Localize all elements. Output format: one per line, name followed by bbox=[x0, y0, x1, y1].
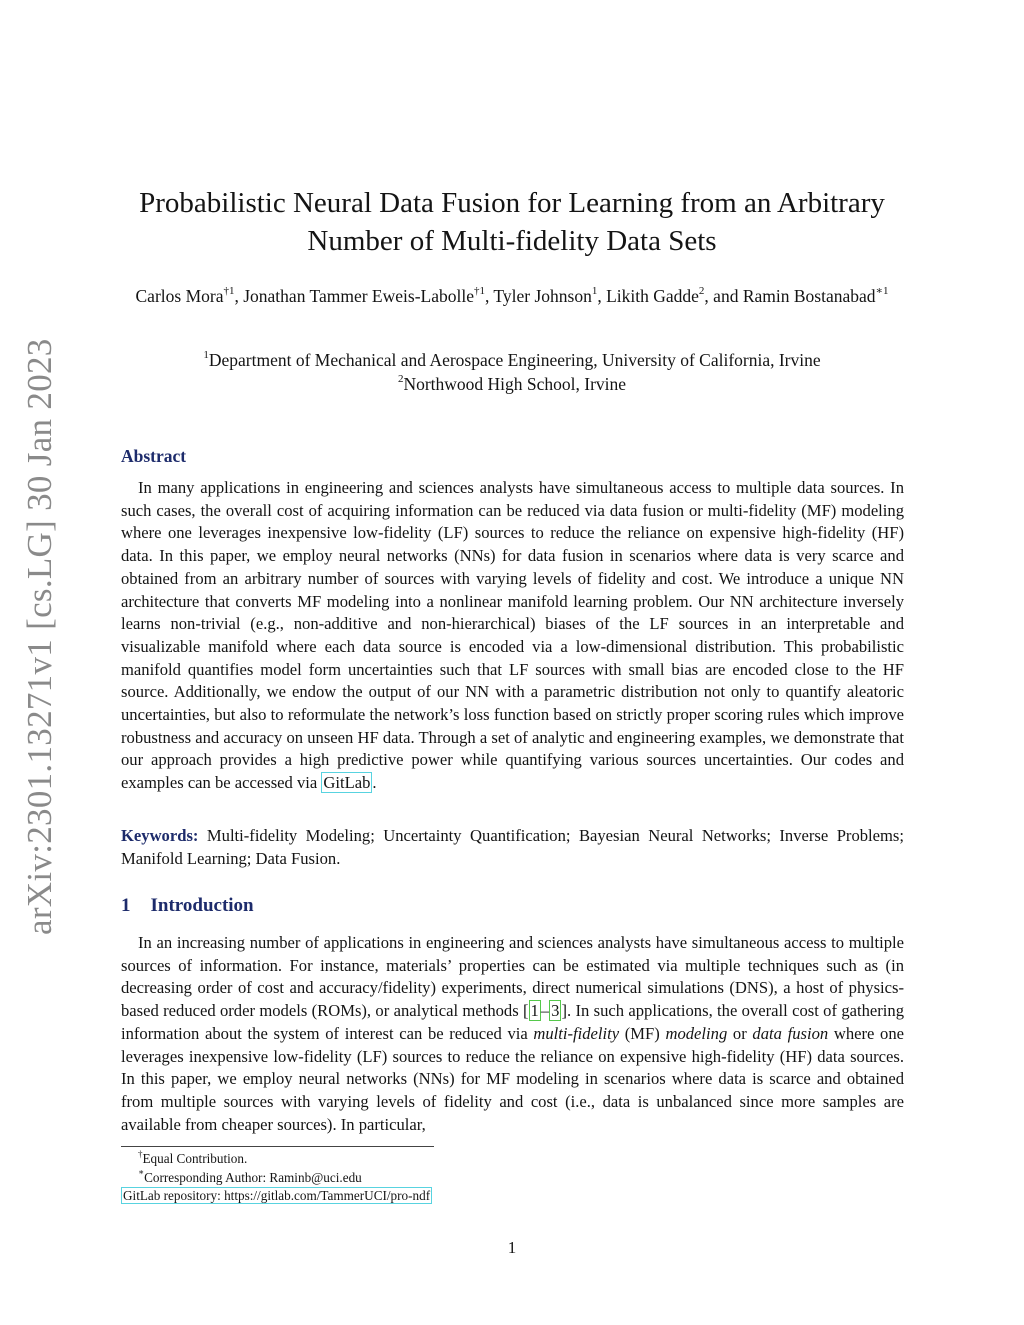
footnote-corresponding-author: ∗Corresponding Author: Raminb@uci.edu bbox=[138, 1167, 362, 1185]
gitlab-repository-link[interactable]: GitLab repository: https://gitlab.com/TammerUCI/pro-ndf bbox=[123, 1188, 431, 1203]
title-line-2: Number of Multi-fidelity Data Sets bbox=[307, 225, 717, 257]
abstract-heading: Abstract bbox=[121, 446, 187, 466]
paper-title bbox=[100, 184, 924, 260]
citation-link[interactable]: 3 bbox=[551, 1001, 560, 1021]
keywords-text: Multi-fidelity Modeling; Uncertainty Quantification; Bayesian Neural Networks; Inverse Problems; Manifold Learning; Data Fusion. bbox=[121, 826, 904, 868]
section-title: Introduction bbox=[150, 895, 254, 916]
title-line-1: Probabilistic Neural Data Fusion for Learning from an Arbitrary bbox=[139, 187, 885, 219]
author-affiliation-mark: 2 bbox=[698, 285, 705, 298]
arxiv-identifier-stamp: arXiv:2301.13271v1 [cs.LG] 30 Jan 2023 bbox=[20, 338, 59, 935]
footnotes bbox=[121, 1150, 721, 1206]
author-name: , Likith Gadde bbox=[597, 286, 699, 306]
affiliation-1: $^1$Department of Mechanical and Aerospace Engineering, University of California, Irvine bbox=[203, 349, 821, 370]
section-heading-introduction bbox=[121, 895, 254, 917]
keywords bbox=[121, 825, 904, 870]
section-number: 1 bbox=[121, 895, 131, 916]
footnote-equal-contribution: †Equal Contribution. bbox=[138, 1148, 248, 1166]
affiliation-2: $^2$Northwood High School, Irvine bbox=[397, 373, 627, 394]
author-name: , and Ramin Bostanabad bbox=[704, 286, 876, 306]
author-name: , Tyler Johnson bbox=[484, 286, 592, 306]
author-name: Carlos Mora bbox=[135, 286, 224, 306]
author-affiliation-mark: 1 bbox=[591, 285, 598, 298]
author-list bbox=[110, 284, 914, 308]
footnote-gitlab-repository bbox=[121, 1187, 721, 1206]
abstract-text: In many applications in engineering and sciences analysts have simultaneous access to multiple data sources. In such cases, the overall cost of acquiring information can be reduced via data fusion or multi-fidelity (MF) modeling where one leverages inexpensive low-fidelity (LF) sources to reduce the reliance on expensive high-fidelity (HF) data. In this paper, we employ neural networks (NNs) for data fusion in scenarios where data is very scarce and obtained from an arbitrary number of sources with varying levels of fidelity and cost. We introduce a unique NN architecture that converts MF modeling into a nonlinear manifold learning problem. Our NN architecture inversely learns non-trivial (e.g., non-additive and non-hierarchical) biases of the LF sources in an interpretable and visualizable manifold where each data source is encoded via a low-dimensional distribution. This probabilistic manifold quantifies model form uncertainties such that LF sources with small bias are encoded close to the HF source. Additionally, we endow the output of our NN with a parametric distribution not only to quantify aleatoric uncertainties, but also to reformulate the network’s loss function based on strictly proper scoring rules which improve robustness and accuracy on unseen HF data. Through a set of analytic and engineering examples, we demonstrate that our approach provides a high predictive power while quantifying various sources uncertainties. Our codes and examples can be accessed via GitLab . bbox=[121, 478, 904, 793]
author-name: , Jonathan Tammer Eweis-Labolle bbox=[234, 286, 474, 306]
author-affiliation-mark: ∗1 bbox=[875, 285, 889, 298]
author-affiliation-mark: †1 bbox=[473, 285, 485, 298]
citation-link[interactable]: 1 bbox=[530, 1001, 539, 1021]
footnote-divider bbox=[121, 1146, 434, 1147]
author-affiliation-mark: †1 bbox=[223, 285, 235, 298]
introduction-paragraph: In an increasing number of applications in engineering and sciences analysts have simultaneous access to multiple sources of information. For instance, materials’ properties can be estimated via multiple techniques such as (in decreasing order of cost and accuracy/fidelity) experiments, direct numerical simulations (DNS), a host of physics-based reduced order models (ROMs), or analytical methods [ 1 – 3 ]. In such applications, the overall cost of gathering information about the system of interest can be reduced via multi-fidelity (MF) modeling or data fusion where one leverages inexpensive low-fidelity (LF) sources to reduce the reliance on expensive high-fidelity (HF) data sources. In this paper, we employ neural networks (NNs) for MF modeling in scenarios where data is scarce and obtained from multiple sources with varying levels of fidelity and cost (i.e., data is unbalanced since more samples are available from cheaper sources). In particular, bbox=[121, 933, 905, 1134]
keywords-label: Keywords: bbox=[121, 826, 199, 845]
page-number: 1 bbox=[507, 1238, 517, 1257]
affiliation-list bbox=[110, 348, 914, 396]
gitlab-link[interactable]: GitLab bbox=[323, 773, 371, 793]
